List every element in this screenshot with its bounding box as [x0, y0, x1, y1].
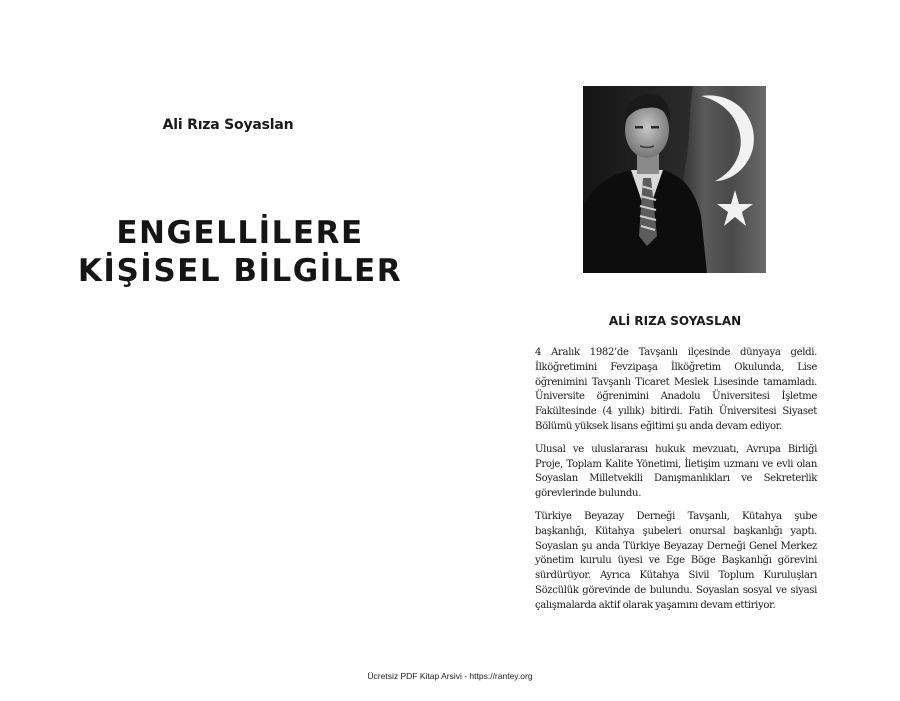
bio-paragraph-2: Ulusal ve uluslararası hukuk mevzuatı, Avrupa Birliği Proje, Toplam Kalite Yönetimi, İletişim uzmanı ve evli olan Soyaslan Milletvekili Danışmanlıkları ve Sekreterlik görevlerinde bulundu.	[535, 443, 817, 500]
author-name: Ali Rıza Soyaslan	[162, 117, 294, 133]
book-title-line-1: ENGELLİLERE	[116, 215, 364, 251]
bio-paragraph-3: Türkiye Beyazay Derneği Tavşanlı, Kütahya şube başkanlığı, Kütahya şubeleri onursal başkanlığı yaptı. Soyaslan şu anda Türkiye Beyazay Derneği Genel Merkez yönetim kurulu üyesi ve Ege Böge Başkanlığı görevini sürdürüyor. Ayrıca Kütahya Sivil Toplum Kuruluşları Sözcülük görevinde de bulundu. Soyaslan sosyal ve siyasi çalışmalarda aktif olarak yaşamını devam ettiriyor.	[535, 510, 817, 611]
footer-text: Ücretsiz PDF Kitap Arsivi - https://rantey.org	[367, 671, 533, 681]
biography-text	[535, 346, 817, 622]
author-portrait-icon	[583, 86, 766, 273]
book-title	[60, 214, 420, 290]
bio-paragraph-1: 4 Aralık 1982’de Tavşanlı ilçesinde dünyaya geldi. İlköğretimini Fevzipaşa İlköğretim Okulunda, Lise öğrenimini Tavşanlı Ticaret Meslek Lisesinde tamamladı. Üniversite öğrenimini Anadolu Üniversitesi İşletme Fakültesinde (4 yıllık) bitirdi. Fatih Üniversitesi Siyaset Bölümü yüksek lisans eğitimi şu anda devam ediyor.	[535, 347, 817, 432]
bio-name-heading: ALİ RIZA SOYASLAN	[608, 314, 742, 328]
book-title-line-2: KİŞİSEL BİLGİLER	[77, 253, 403, 289]
author-photo	[583, 86, 766, 273]
